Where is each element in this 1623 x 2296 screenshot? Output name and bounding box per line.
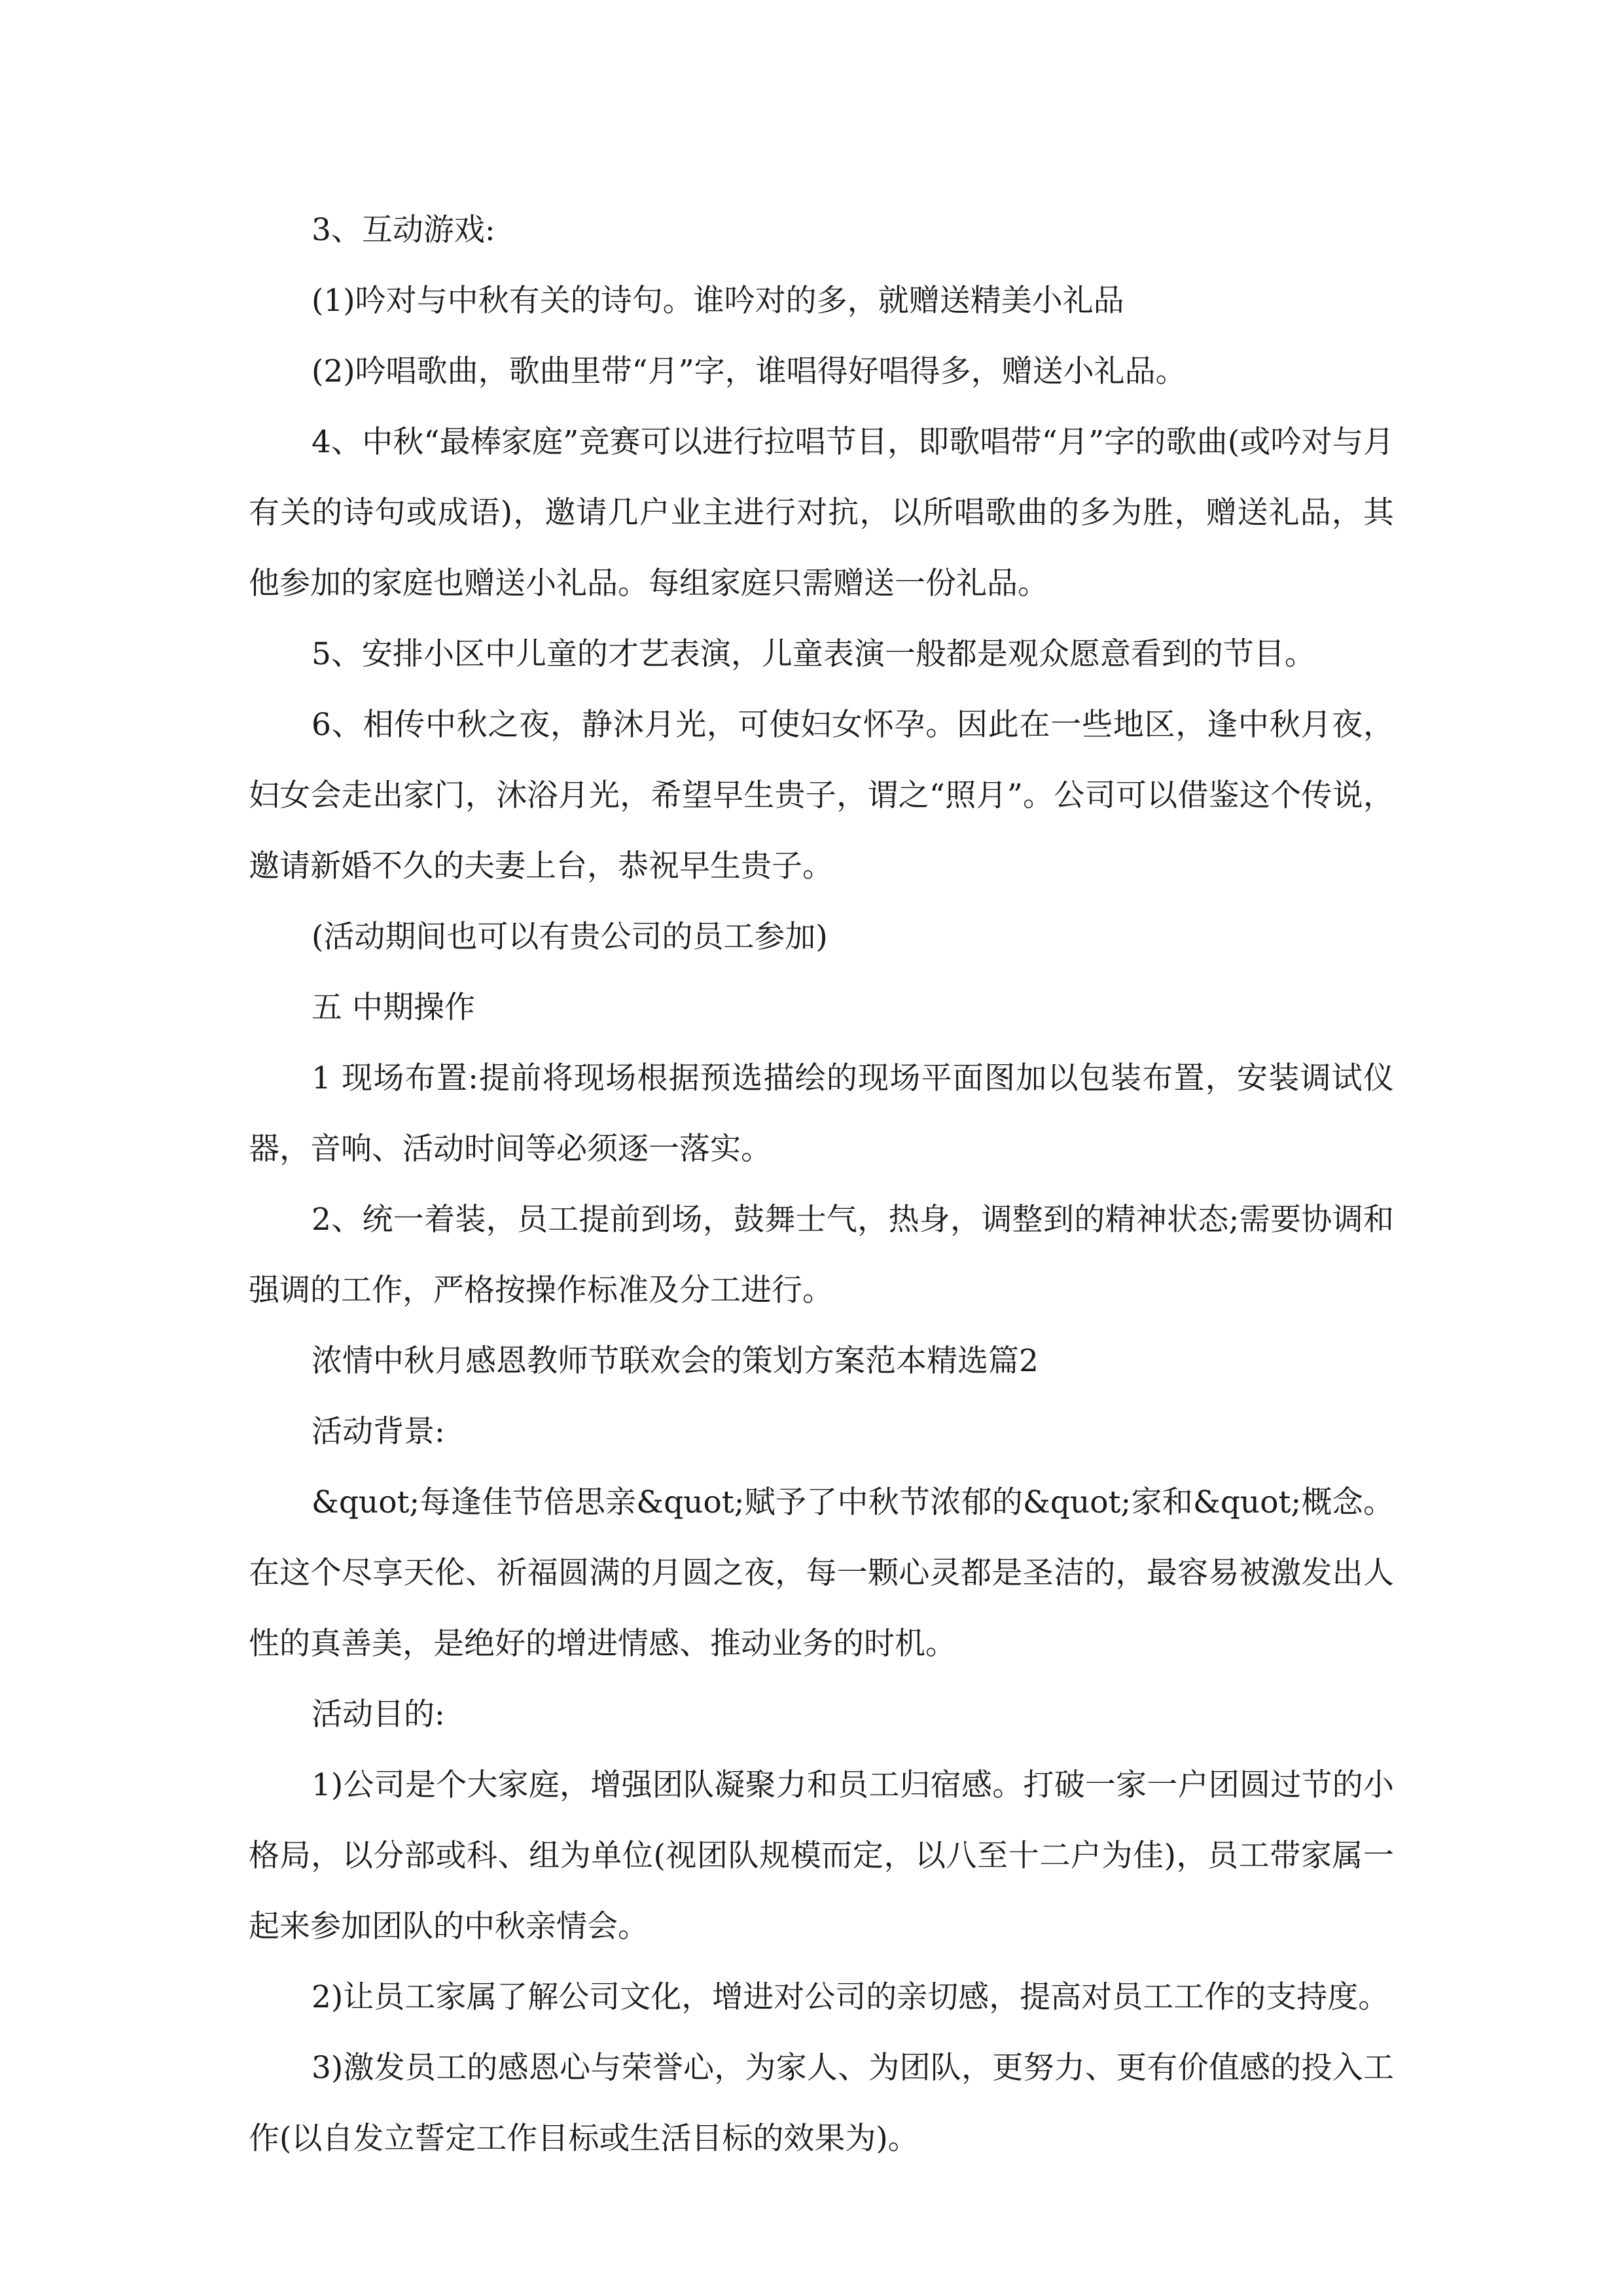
section-heading-interactive-games: 3、互动游戏: — [312, 212, 495, 248]
paragraph-children-performance: 5、安排小区中儿童的才艺表演，儿童表演一般都是观众愿意看到的节目。 — [312, 636, 1315, 672]
section-heading-mid-term-operation: 五 中期操作 — [312, 990, 475, 1026]
paragraph-purpose-2: 2)让员工家属了解公司文化，增进对公司的亲切感，提高对员工工作的支持度。 — [312, 1979, 1389, 2015]
paragraph-best-family-contest: 4、中秋“最棒家庭”竞赛可以进行拉唱节目，即歌唱带“月”字的歌曲(或吟对与月有关的诗句或成语)，邀请几户业主进行对抗，以所唱歌曲的多为胜，赠送礼品，其他参加的家庭也赠送小礼品。每组家庭只需赠送一份礼品。 — [249, 424, 1394, 601]
paragraph-uniform-dress: 2、统一着装，员工提前到场，鼓舞士气，热身，调整到的精神状态;需要协调和强调的工作，严格按操作标准及分工进行。 — [249, 1202, 1394, 1308]
list-item-moon-songs: (2)吟唱歌曲，歌曲里带“月”字，谁唱得好唱得多，赠送小礼品。 — [312, 353, 1186, 389]
article-title: 浓情中秋月感恩教师节联欢会的策划方案范本精选篇2 — [312, 1343, 1039, 1379]
paragraph-background: &quot;每逢佳节倍思亲&quot;赋予了中秋节浓郁的&quot;家和&quot;概念。在这个尽享天伦、祈福圆满的月圆之夜，每一颗心灵都是圣洁的，最容易被激发出人性的真善美，是绝好的增进情感、推动业务的时机。 — [249, 1484, 1394, 1662]
section-heading-background: 活动背景: — [312, 1414, 445, 1450]
paragraph-venue-setup: 1 现场布置:提前将现场根据预选描绘的现场平面图加以包装布置，安装调试仪器，音响、活动时间等必须逐一落实。 — [249, 1060, 1394, 1167]
paragraph-purpose-1: 1)公司是个大家庭，增强团队凝聚力和员工归宿感。打破一家一户团圆过节的小格局，以分部或科、组为单位(视团队规模而定，以八至十二户为佳)，员工带家属一起来参加团队的中秋亲情会。 — [249, 1767, 1394, 1945]
paragraph-staff-participation: (活动期间也可以有贵公司的员工参加) — [312, 919, 828, 955]
paragraph-moon-legend: 6、相传中秋之夜，静沐月光，可使妇女怀孕。因此在一些地区，逢中秋月夜，妇女会走出家门，沐浴月光，希望早生贵子，谓之“照月”。公司可以借鉴这个传说，邀请新婚不久的夫妻上台，恭祝早生贵子。 — [249, 707, 1394, 884]
section-heading-purpose: 活动目的: — [312, 1696, 445, 1732]
list-item-poem-recital: (1)吟对与中秋有关的诗句。谁吟对的多，就赠送精美小礼品 — [312, 283, 1124, 319]
paragraph-purpose-3: 3)激发员工的感恩心与荣誉心，为家人、为团队，更努力、更有价值感的投入工作(以自发立誓定工作目标或生活目标的效果为)。 — [249, 2050, 1394, 2157]
document-body — [249, 195, 1394, 2174]
